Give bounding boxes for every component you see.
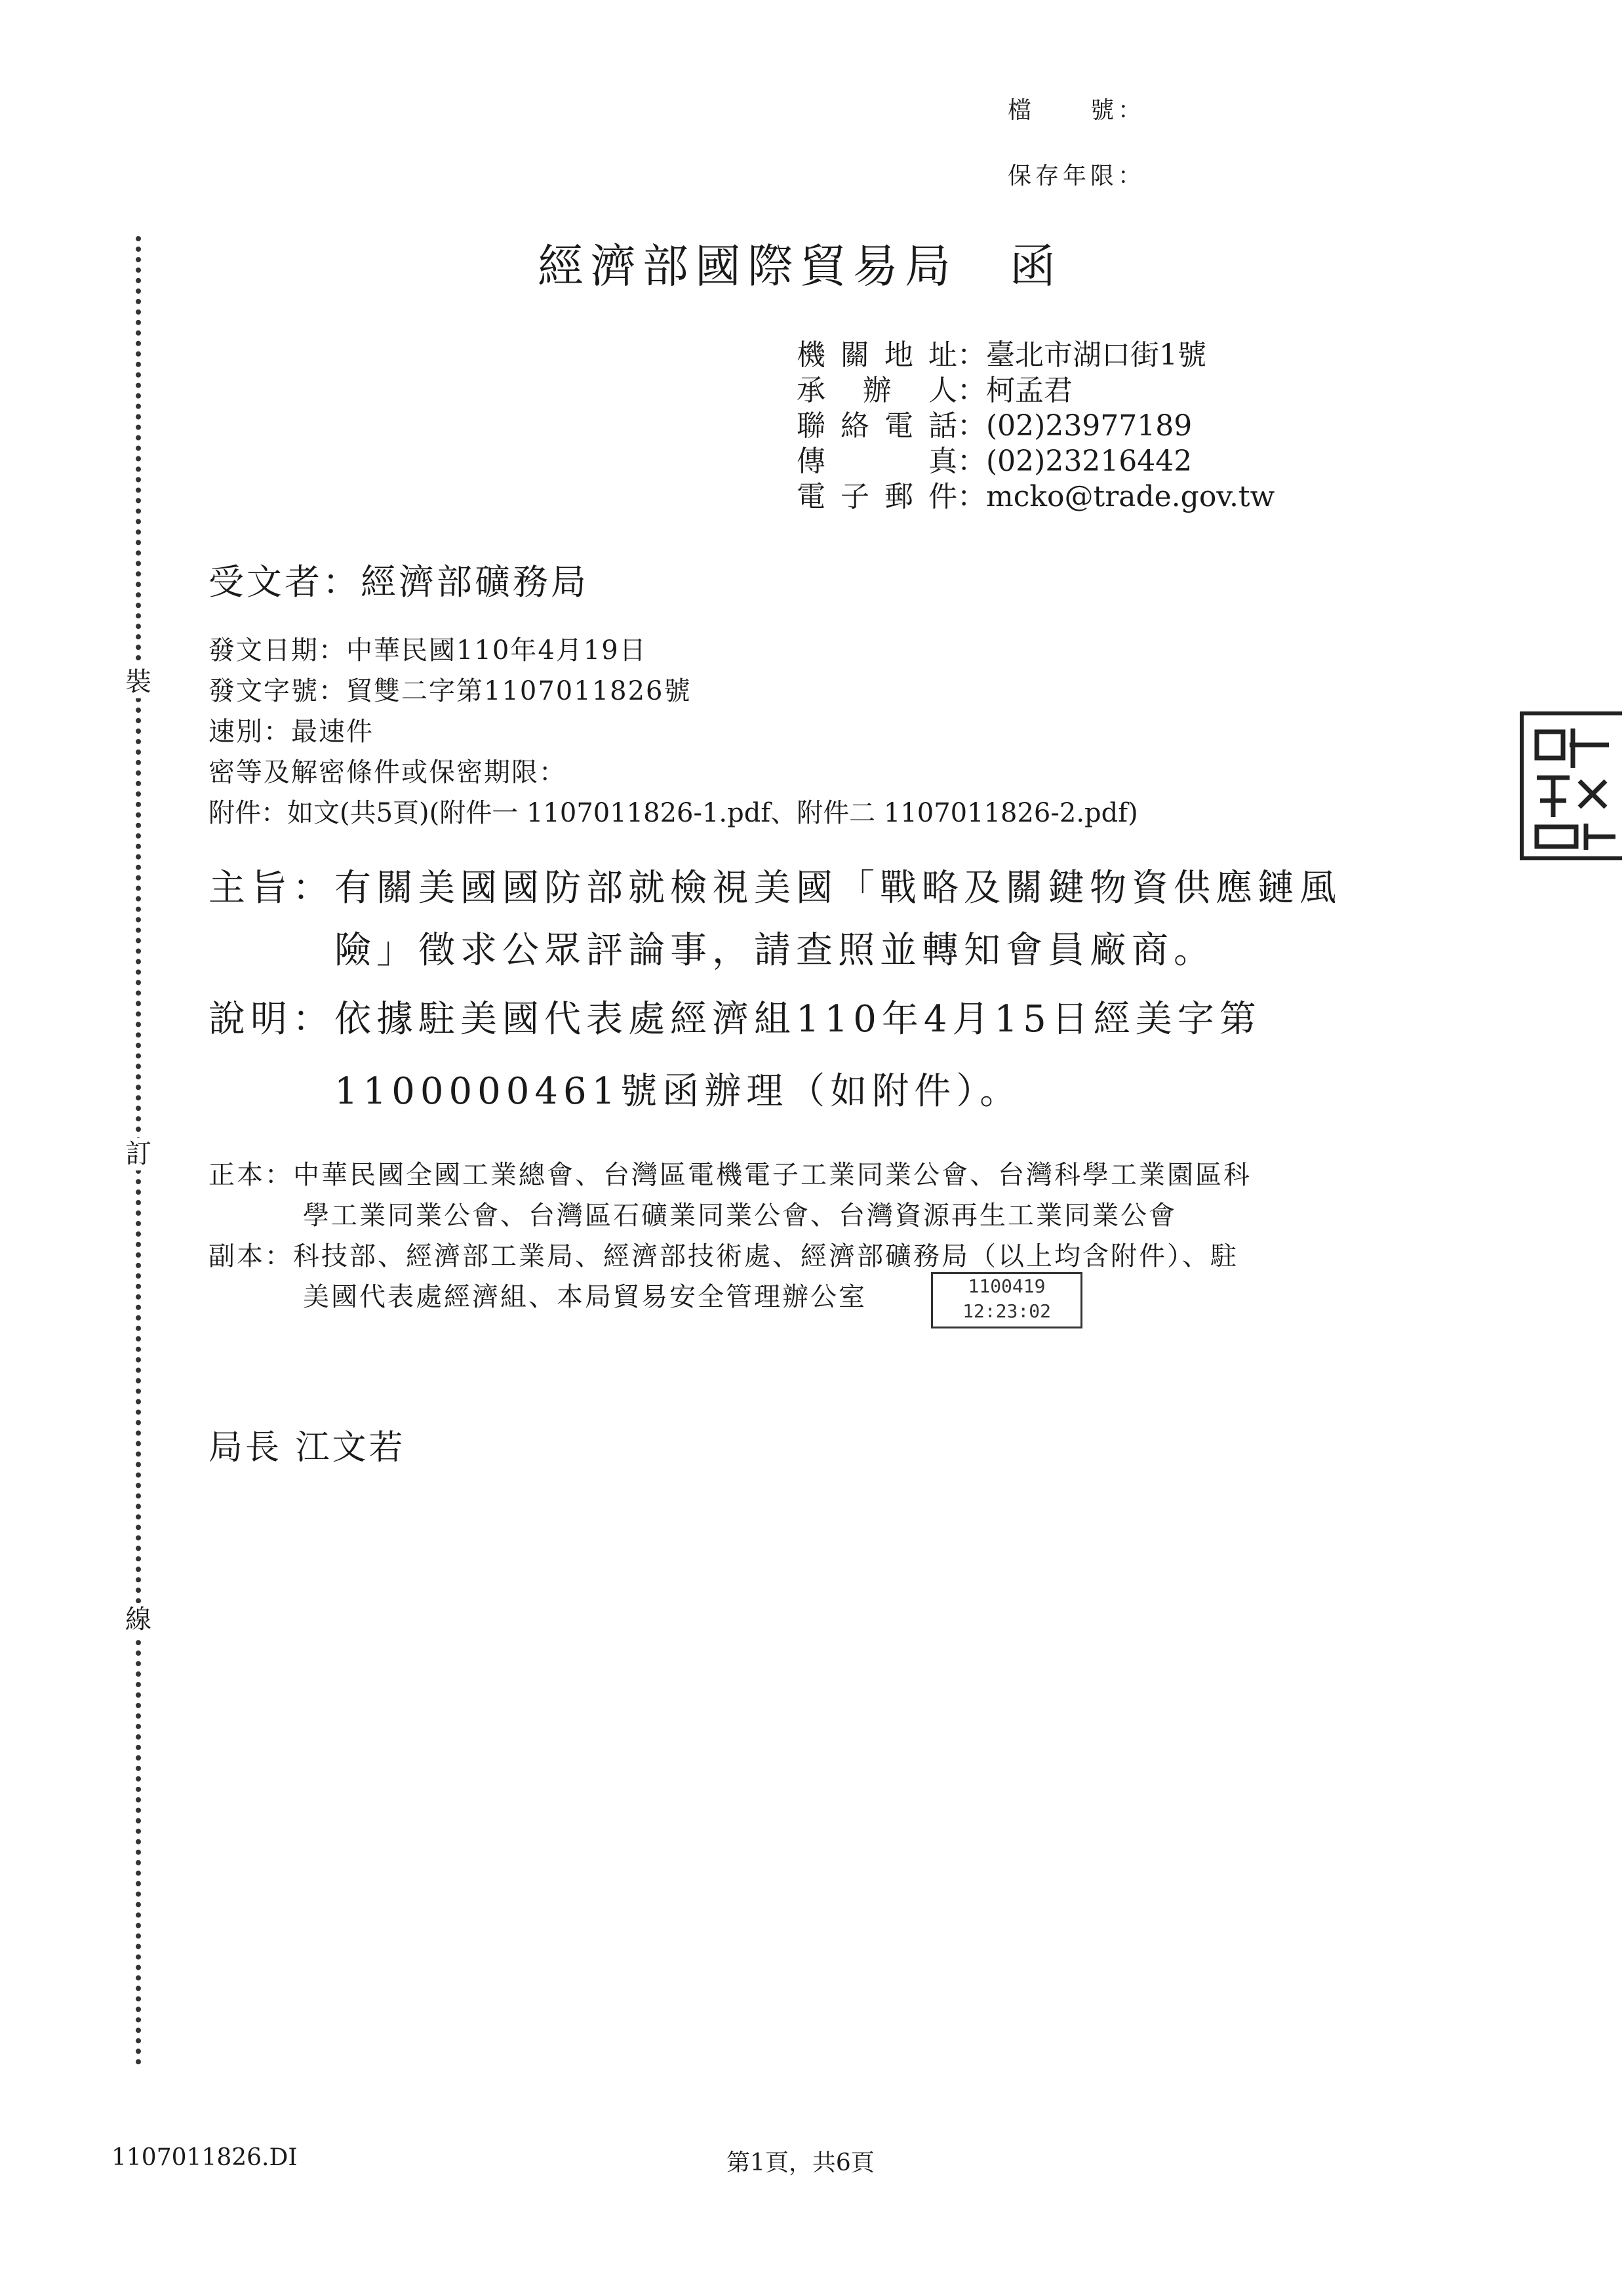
explanation-line-2: 1100000461號函辦理（如附件）。 — [334, 1070, 1022, 1113]
contact-block — [797, 338, 1275, 515]
contact-email: 電子郵件：mcko@trade.gov.tw — [797, 480, 1275, 513]
receipt-time-stamp: 1100419 12:23:02 — [931, 1272, 1082, 1328]
official-seal-icon — [1520, 711, 1622, 860]
subject-line-1: 主旨：有關美國國防部就檢視美國「戰略及關鍵物資供應鏈風 — [208, 867, 1341, 909]
contact-fax: 傳真：(02)23216442 — [797, 445, 1193, 478]
contact-address: 機關地址：臺北市湖口街1號 — [797, 338, 1206, 372]
document-code: 1107011826.DI — [111, 2144, 298, 2171]
binding-mark-xian: 線 — [122, 1603, 155, 1636]
copy-recipients-line-1: 副本：科技部、經濟部工業局、經濟部技術處、經濟部礦務局（以上均含附件）、駐 — [208, 1241, 1238, 1271]
binding-mark-ding: 訂 — [122, 1138, 155, 1170]
file-number-label: 檔 號： — [1007, 97, 1145, 124]
page-indicator: 第1頁，共6頁 — [726, 2149, 875, 2176]
explanation-line-1: 說明：依據駐美國代表處經濟組110年4月15日經美字第 — [208, 998, 1261, 1041]
subject-line-2: 險」徵求公眾評論事，請查照並轉知會員廠商。 — [334, 929, 1216, 972]
binding-mark-zhuang: 裝 — [122, 666, 155, 698]
director-signature: 局長 江文若 — [208, 1428, 406, 1467]
issue-date: 發文日期：中華民國110年4月19日 — [208, 635, 647, 666]
contact-handler: 承辦人：柯孟君 — [797, 374, 1073, 407]
original-recipients-line-2: 學工業同業公會、台灣區石礦業同業公會、台灣資源再生工業同業公會 — [303, 1201, 1177, 1231]
recipient: 受文者：經濟部礦務局 — [208, 561, 589, 603]
attachment-info: 附件：如文(共5頁)(附件一 1107011826-1.pdf、附件二 1107011826-2.pdf) — [208, 798, 1138, 828]
document-number: 發文字號：貿雙二字第1107011826號 — [208, 676, 692, 706]
retention-period-label: 保存年限： — [1007, 163, 1145, 190]
contact-phone: 聯絡電話：(02)23977189 — [797, 409, 1193, 443]
secrecy-level: 密等及解密條件或保密期限： — [208, 757, 566, 788]
document-title: 經濟部國際貿易局 函 — [538, 239, 1062, 293]
original-recipients-line-1: 正本：中華民國全國工業總會、台灣區電機電子工業同業公會、台灣科學工業園區科 — [208, 1160, 1252, 1190]
speed-class: 速別：最速件 — [208, 717, 374, 747]
copy-recipients-line-2: 美國代表處經濟組、本局貿易安全管理辦公室 — [303, 1282, 867, 1312]
